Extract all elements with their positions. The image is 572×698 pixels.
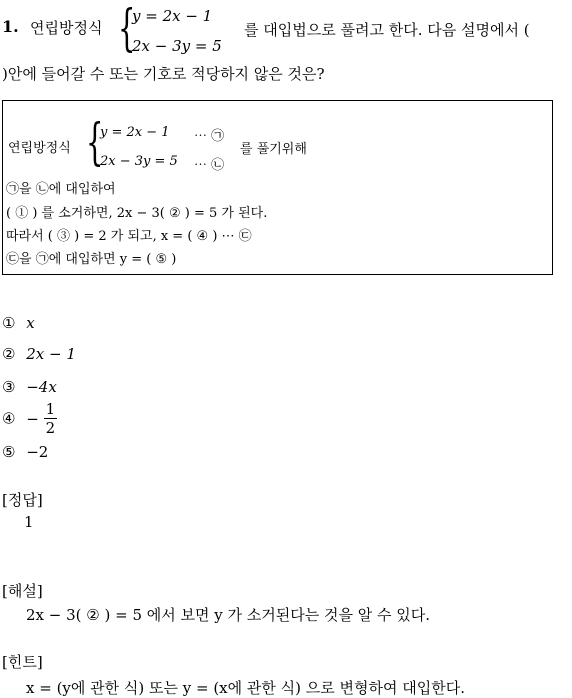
choice-5-mark: ⑤	[2, 443, 16, 461]
choice-4[interactable]	[2, 400, 57, 437]
box-suffix: 를 풀기위해	[240, 142, 307, 157]
explanation-text: 2x − 3( ② ) = 5 에서 보면 y 가 소거된다는 것을 알 수 있다.	[26, 606, 430, 624]
question-number: 1.	[2, 17, 19, 36]
choice-4-fraction	[44, 400, 58, 437]
question-eq2: 2x − 3y = 5	[132, 37, 222, 55]
choice-3-value: −4x	[26, 378, 57, 396]
choice-2-value: 2x − 1	[26, 345, 76, 363]
question-suffix: 를 대입법으로 풀려고 한다. 다음 설명에서 (	[244, 21, 530, 39]
box-brace: {	[86, 113, 104, 171]
hint-text: x = (y에 관한 식) 또는 y = (x에 관한 식) 으로 변형하여 대입한다.	[26, 679, 465, 697]
box-eq2: 2x − 3y = 5	[100, 154, 178, 169]
question-eq1: y = 2x − 1	[132, 7, 213, 25]
choice-2-mark: ②	[2, 345, 16, 363]
explanation-label: [해설]	[2, 582, 43, 600]
box-eq1-tag: ⋯ ㉠	[194, 129, 225, 144]
choice-1-value: x	[26, 314, 35, 332]
box-eq1: y = 2x − 1	[100, 125, 170, 140]
box-eq2-tag: ⋯ ㉡	[194, 158, 225, 173]
choice-4-numerator: 1	[45, 400, 56, 418]
choice-4-denominator: 2	[45, 419, 56, 437]
system-brace: {	[118, 0, 136, 57]
answer-value: 1	[24, 513, 34, 531]
choice-3-mark: ③	[2, 378, 16, 396]
box-line2: ( ① ) 를 소거하면, 2x − 3( ② ) = 5 가 된다.	[6, 206, 268, 221]
box-prefix: 연립방정식	[8, 141, 71, 156]
box-line3: 따라서 ( ③ ) = 2 가 되고, x = ( ④ ) ⋯ ㉢	[6, 229, 252, 244]
choice-5-value: −2	[26, 443, 49, 461]
choice-3[interactable]	[2, 378, 57, 396]
question-line2: )안에 들어갈 수 또는 기호로 적당하지 않은 것은?	[2, 65, 325, 83]
choice-1[interactable]	[2, 314, 35, 332]
choice-5[interactable]	[2, 443, 48, 461]
choice-1-mark: ①	[2, 314, 16, 332]
hint-label: [힌트]	[2, 653, 43, 671]
box-line1: ㉠을 ㉡에 대입하여	[6, 182, 116, 197]
question-prefix: 연립방정식	[30, 19, 103, 37]
choice-4-sign: −	[26, 409, 39, 428]
choice-4-mark: ④	[2, 409, 16, 428]
choice-2[interactable]	[2, 345, 76, 363]
answer-label: [정답]	[2, 491, 43, 509]
box-line4: ㉢을 ㉠에 대입하면 y = ( ⑤ )	[6, 252, 177, 267]
